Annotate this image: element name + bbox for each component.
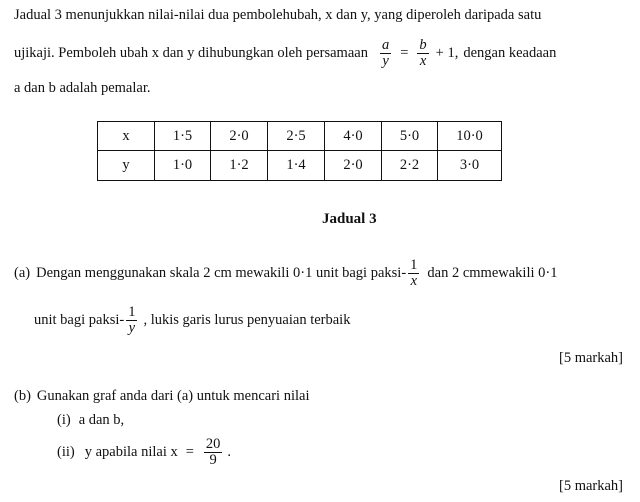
table-row-label: x (98, 122, 155, 151)
fraction-twenty-over-nine (204, 437, 223, 468)
part-a-text-3: unit bagi paksi- (34, 311, 125, 328)
part-b-marks: [5 markah] (558, 478, 623, 494)
data-table (97, 121, 502, 181)
fraction-denominator: y (126, 320, 137, 336)
table-cell: 5·0 (382, 122, 438, 151)
part-b-ii-text: y apabila nilai x (84, 443, 178, 460)
table-cell: 1·0 (155, 151, 211, 181)
table-row-label: y (98, 151, 155, 181)
intro-line-2 (14, 33, 556, 73)
part-b-ii-equals: = (185, 443, 194, 460)
equation-x: x (417, 53, 428, 69)
table-cell: 1·5 (155, 122, 211, 151)
table-cell: 2·0 (211, 122, 268, 151)
part-b-ii (57, 432, 231, 472)
fraction-one-over-x (408, 258, 419, 289)
part-b-i-text: a dan b, (78, 412, 125, 428)
equation-b: b (419, 36, 427, 53)
table-cell: 10·0 (438, 122, 502, 151)
table-cell: 1·2 (211, 151, 268, 181)
equation-y: y (380, 53, 391, 69)
part-a-label: (a) (14, 264, 31, 281)
table-cell: 2·2 (382, 151, 438, 181)
intro-line-3: a dan b adalah pemalar. (14, 80, 151, 96)
part-b-i-label: (i) (57, 412, 71, 428)
part-a-marks: [5 markah] (558, 350, 623, 366)
part-a-text-2: dan 2 cmmewakili 0·1 (427, 264, 558, 281)
part-a-line-1 (14, 253, 557, 293)
part-a-text-4: , lukis garis lurus penyuaian terbaik (143, 311, 351, 328)
table-cell: 1·4 (268, 151, 325, 181)
part-b-text: Gunakan graf anda dari (a) untuk mencari nilai (36, 388, 310, 404)
part-b-ii-label: (ii) (57, 443, 75, 460)
table-caption: Jadual 3 (322, 211, 377, 227)
part-b-label: (b) (14, 388, 31, 404)
equation-plus-one: + 1, (435, 44, 459, 61)
equation-fraction-b-over-x (417, 38, 428, 69)
equation-equals: = (400, 44, 409, 61)
part-a-line-2 (34, 300, 350, 340)
intro-line-2-text: ujikaji. Pemboleh ubah x dan y dihubungkan oleh persamaan (14, 44, 368, 61)
fraction-numerator: 1 (128, 303, 136, 320)
table-cell: 3·0 (438, 151, 502, 181)
intro-line-1: Jadual 3 menunjukkan nilai-nilai dua pembolehubah, x dan y, yang diperoleh daripada satu (14, 7, 542, 23)
fraction-one-over-y (126, 305, 137, 336)
equation-fraction-a-over-y (380, 38, 391, 69)
table-cell: 4·0 (325, 122, 382, 151)
part-b-line (14, 388, 309, 405)
fraction-denominator: 9 (204, 452, 223, 468)
fraction-numerator: 1 (410, 256, 418, 273)
table-cell: 2·5 (268, 122, 325, 151)
table-row-x (98, 122, 502, 151)
intro-line-2-end: dengan keadaan (463, 44, 557, 61)
part-b-ii-end: . (227, 443, 232, 460)
equation-a: a (381, 36, 390, 53)
part-a-text-1: Dengan menggunakan skala 2 cm mewakili 0·1 unit bagi paksi- (36, 264, 407, 281)
table-row-y (98, 151, 502, 181)
table-cell: 2·0 (325, 151, 382, 181)
fraction-numerator: 20 (205, 435, 221, 452)
fraction-denominator: x (408, 273, 419, 289)
part-b-i (57, 412, 124, 429)
